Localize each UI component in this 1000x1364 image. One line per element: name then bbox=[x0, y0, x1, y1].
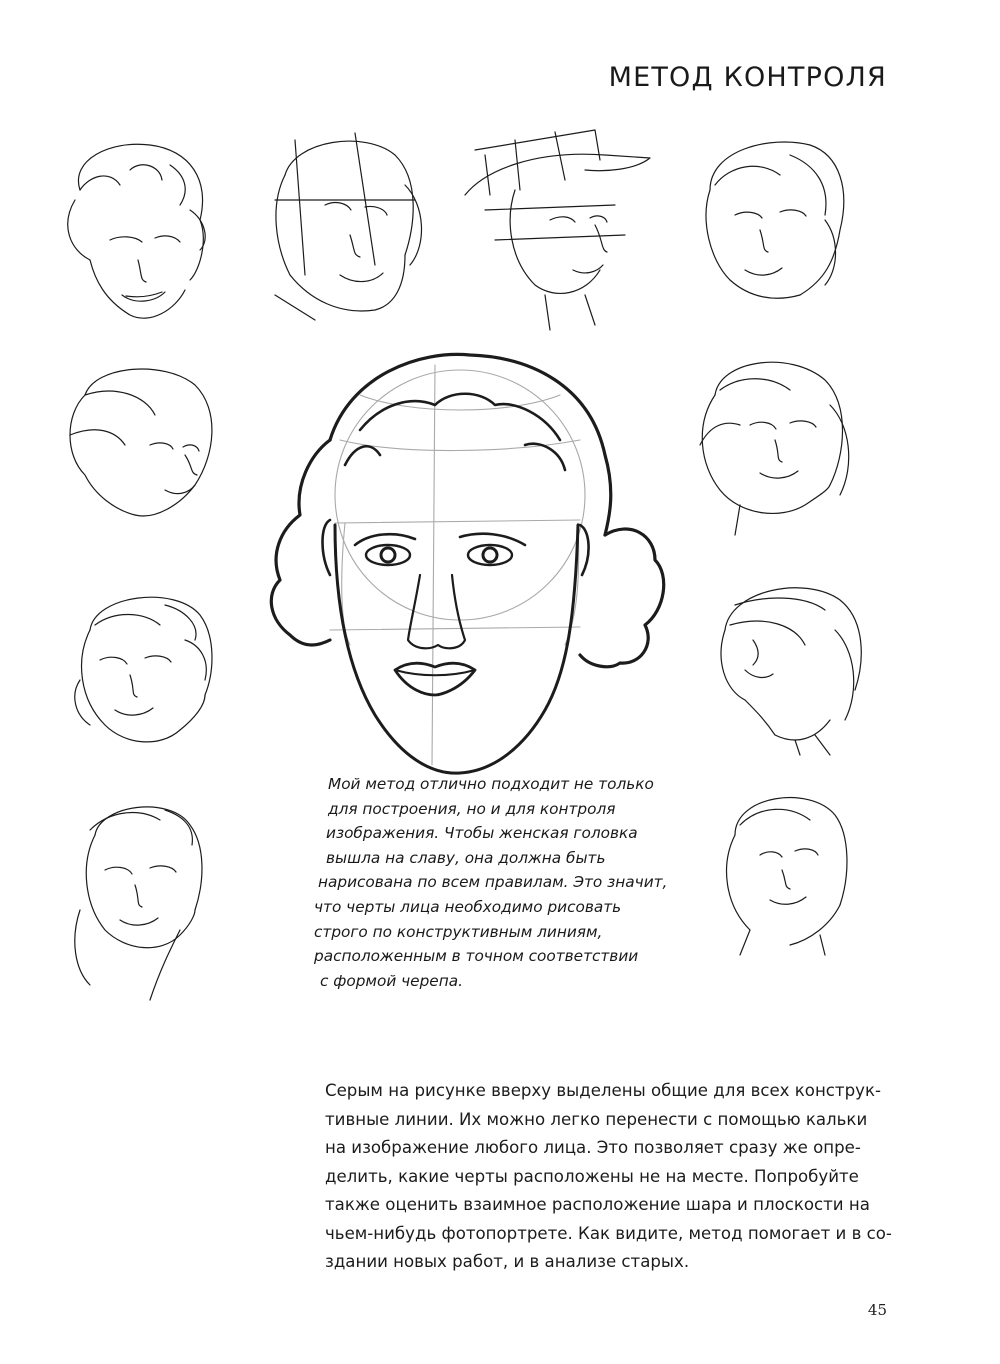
sketch-head-left-3 bbox=[70, 790, 215, 1005]
caption-line: расположенным в точном соответствии bbox=[314, 947, 639, 966]
sketch-head-right-1 bbox=[680, 345, 860, 535]
page-number: 45 bbox=[867, 1301, 887, 1319]
sketch-head-right-2 bbox=[705, 570, 870, 755]
sketch-head-top-2 bbox=[255, 125, 430, 335]
drawing-caption bbox=[308, 772, 668, 993]
caption-line: что черты лица необходимо рисовать bbox=[314, 897, 622, 916]
caption-line: для построения, но и для контроля bbox=[328, 799, 616, 818]
construction-line-nose bbox=[330, 627, 580, 630]
construction-ellipse bbox=[335, 370, 585, 620]
body-line: делить, какие черты расположены не на месте. Попробуйте bbox=[325, 1166, 859, 1186]
body-line: тивные линии. Их можно легко перенести с помощью кальки bbox=[325, 1109, 868, 1129]
body-line: здании новых работ, и в анализе старых. bbox=[325, 1252, 690, 1271]
sketch-head-top-4 bbox=[690, 130, 855, 310]
caption-line: с формой черепа. bbox=[320, 971, 463, 990]
caption-line: нарисована по всем правилам. Это значит, bbox=[318, 873, 668, 892]
construction-line-vertical bbox=[432, 365, 435, 765]
caption-line: Мой метод отлично подходит не только bbox=[328, 775, 654, 793]
body-line: также оценить взаимное расположение шара и плоскости на bbox=[325, 1195, 870, 1214]
body-paragraph bbox=[325, 1077, 895, 1277]
sketch-head-left-2 bbox=[65, 580, 225, 755]
construction-drawing-face bbox=[260, 345, 680, 785]
page-title: МЕТОД КОНТРОЛЯ bbox=[608, 62, 887, 93]
sketch-head-top-3 bbox=[455, 110, 655, 330]
caption-line: вышла на славу, она должна быть bbox=[326, 848, 606, 867]
body-line: чьем-нибудь фотопортрете. Как видите, метод помогает и в со- bbox=[325, 1223, 892, 1243]
body-line: Серым на рисунке вверху выделены общие для всех конструк- bbox=[325, 1081, 881, 1100]
construction-line-brow bbox=[335, 520, 580, 523]
caption-line: строго по конструктивным линиям, bbox=[314, 922, 603, 941]
sketch-head-left-1 bbox=[55, 355, 225, 530]
sketch-head-top-1 bbox=[50, 130, 220, 330]
sketch-head-right-3 bbox=[710, 775, 860, 955]
body-line: на изображение любого лица. Это позволяет сразу же опре- bbox=[325, 1138, 861, 1157]
caption-line: изображения. Чтобы женская головка bbox=[326, 824, 638, 843]
